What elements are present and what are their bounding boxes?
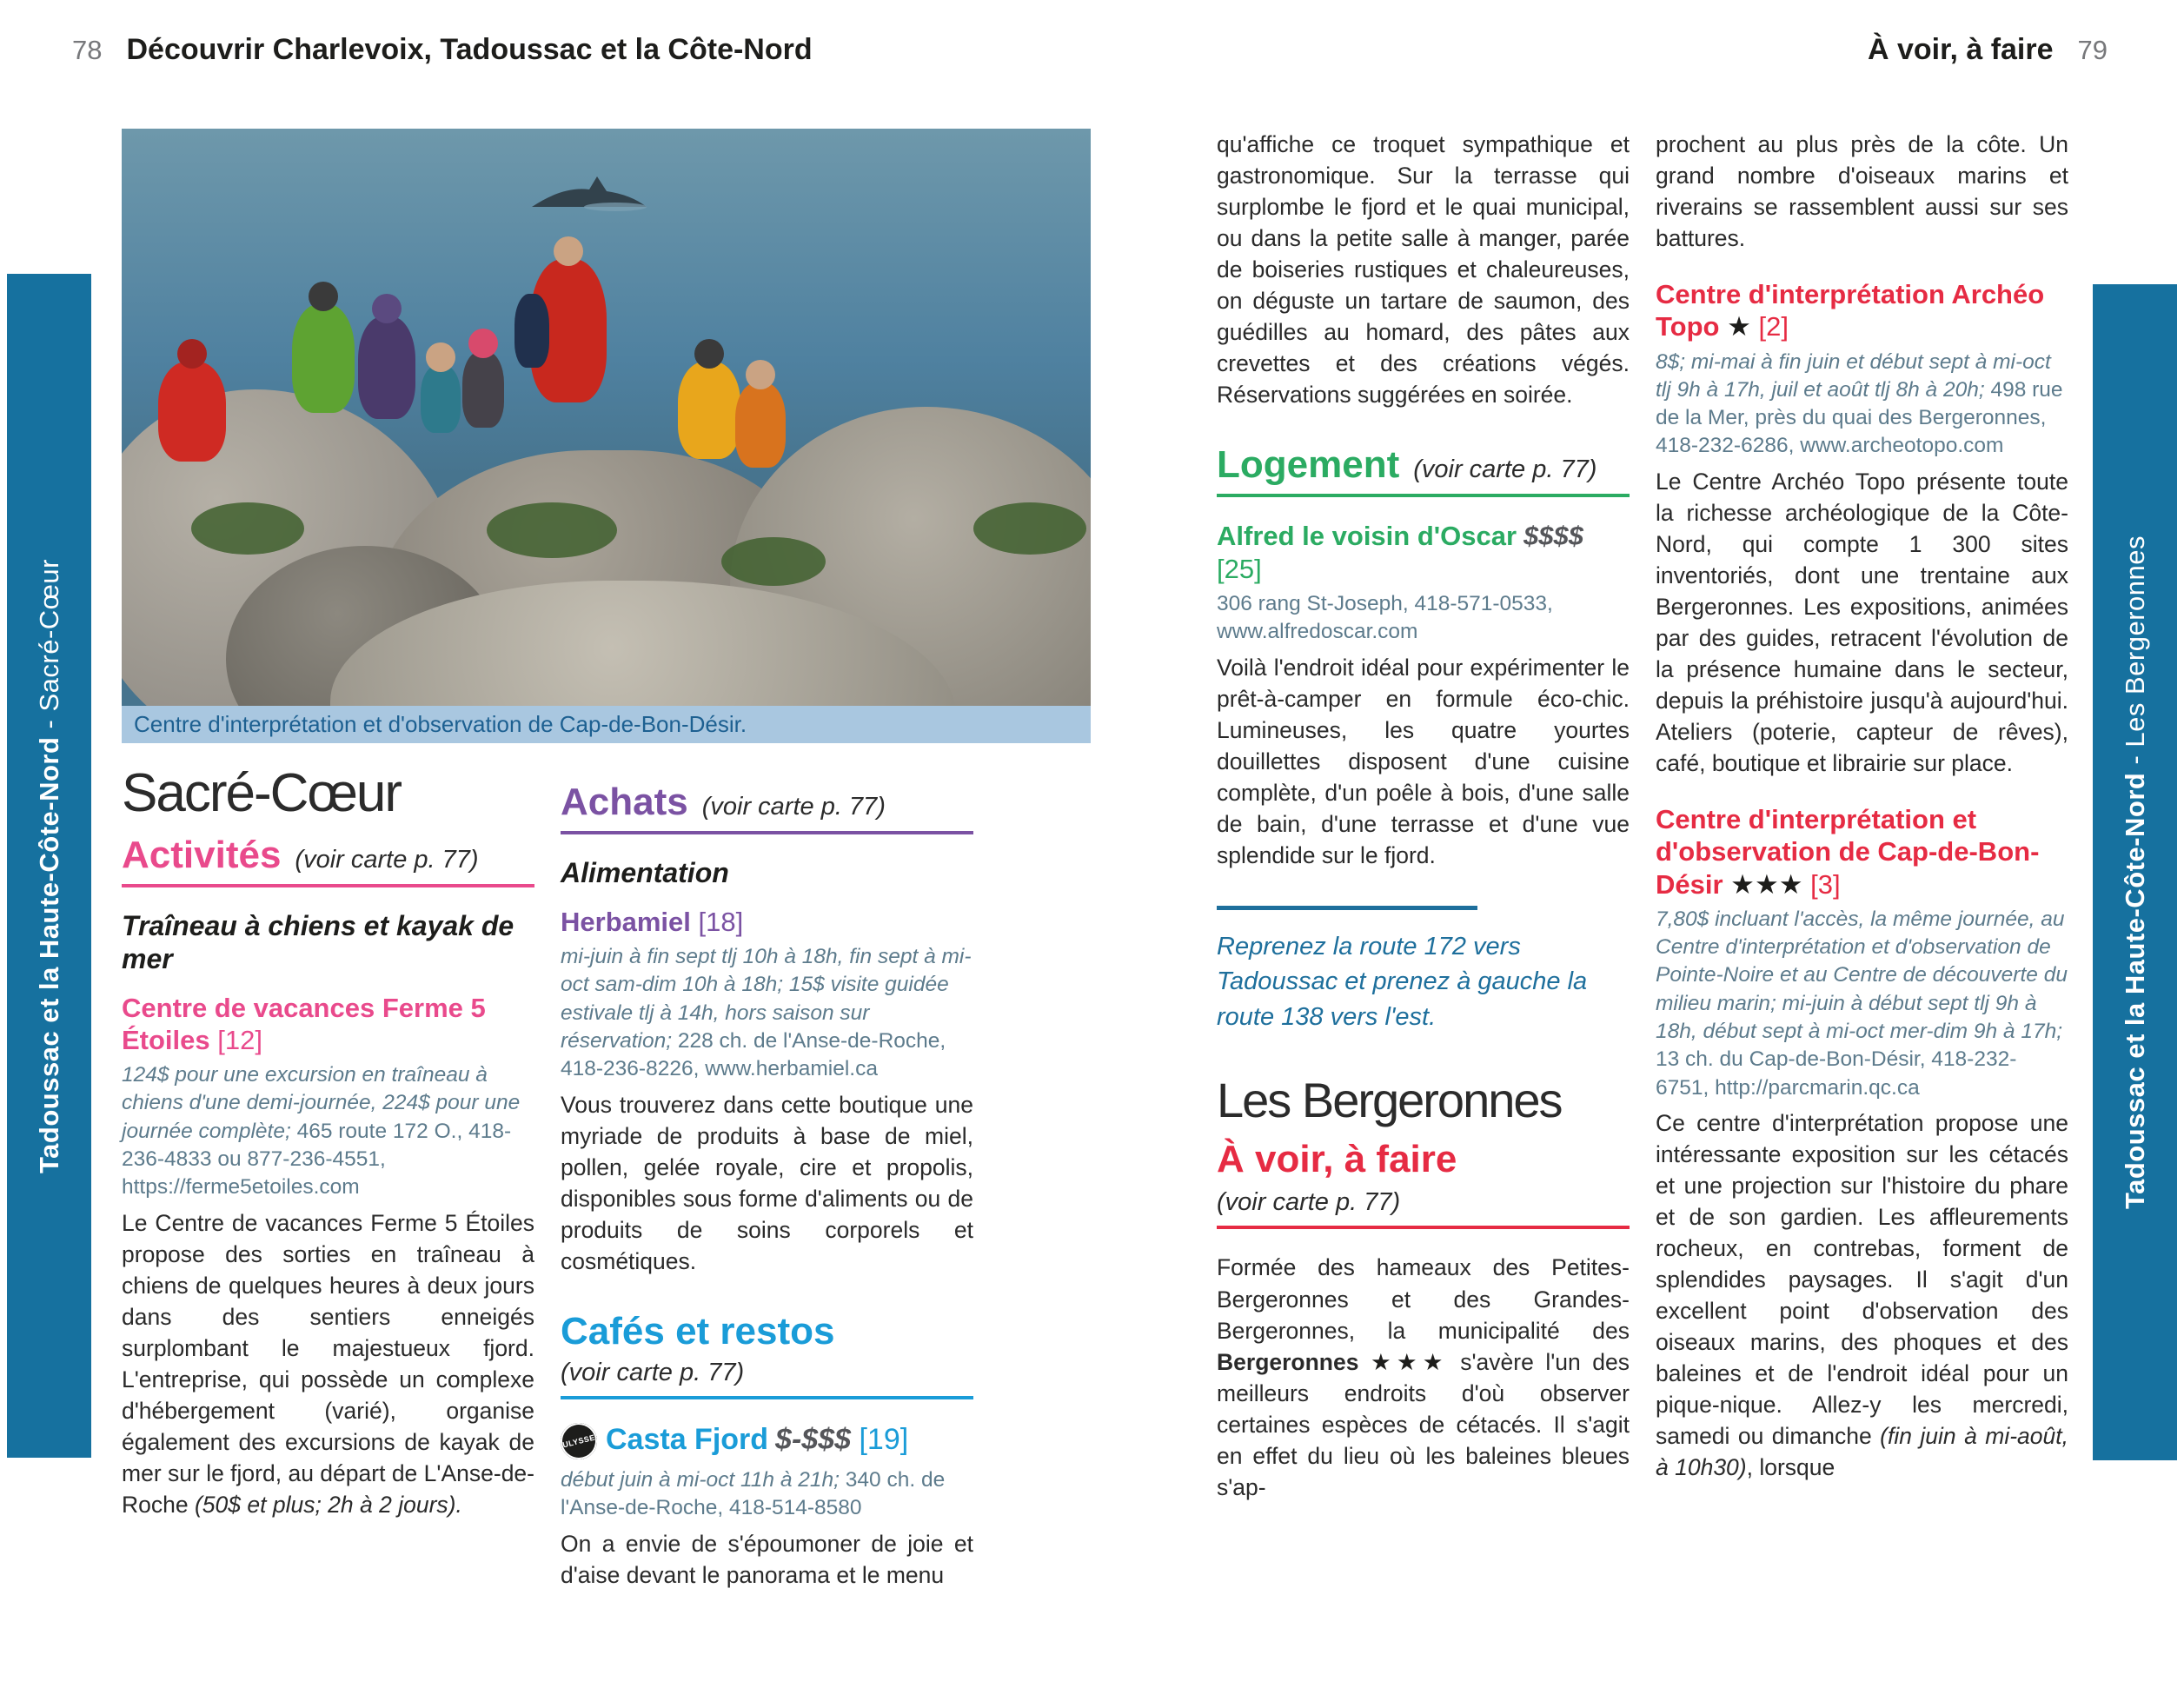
itinerary-tip-rule: [1217, 906, 1477, 910]
listing-map-ref: [18]: [698, 906, 744, 937]
map-note: (voir carte p. 77): [295, 846, 479, 874]
section-title-a-voir: À voir, à faire: [1217, 1138, 1457, 1181]
listing-map-ref: [25]: [1217, 553, 1262, 584]
right-sidebar-region: Tadoussac et la Haute-Côte-Nord: [2119, 772, 2150, 1210]
listing-description: [122, 1207, 534, 1520]
listing-description: Vous trouverez dans cette boutique une myriade de produits à base de miel, pollen, gelée royale, cire et propolis, disponibles sous forme d'aliments ou de produits de soins corporels et cosmétiques.: [561, 1091, 973, 1274]
left-page-header: [72, 33, 813, 67]
listing-map-ref: [12]: [217, 1024, 262, 1055]
person-head: [554, 236, 583, 266]
ulysse-badge-icon: [557, 1419, 601, 1464]
subheading-traineau: Traîneau à chiens et kayak de mer: [122, 910, 514, 975]
listing-name: Alfred le voisin d'Oscar: [1217, 521, 1517, 552]
left-sidebar-region: Tadoussac et la Haute-Côte-Nord: [33, 736, 64, 1173]
listing-details: [1656, 349, 2068, 461]
left-sidebar-section: - Sacré-Cœur: [33, 558, 64, 737]
listing-map-ref: [19]: [851, 1423, 909, 1457]
grass-tuft: [191, 502, 304, 555]
listing-details: [122, 1061, 534, 1202]
bergeronnes-intro: [1217, 1252, 1630, 1502]
map-note: (voir carte p. 77): [1413, 455, 1597, 484]
description-schedule-note: (fin juin à mi-août, à 10h30): [1656, 1423, 2068, 1481]
listing-details: [561, 943, 973, 1084]
listing-herbamiel: [561, 906, 973, 938]
section-rule-cyan: [561, 1396, 973, 1399]
listing-name: Centre d'interprétation et d'observation de Cap-de-Bon-Désir: [1656, 804, 2040, 900]
map-note: (voir carte p. 77): [1217, 1188, 1401, 1217]
left-sidebar-label: [34, 559, 65, 1173]
description-text: Le Centre de vacances Ferme 5 Étoiles propose des sorties en traîneau à chiens de quelques heures à deux jours dans des sentiers enneigés surplombant le majestueux fjord. L'entreprise, qui possède un complexe d'hébergement (varié), organise également des excursions de kayak de mer sur le fjord, au départ de L'Anse-de-Roche: [122, 1209, 534, 1519]
listing-price-range: $$$$: [1523, 521, 1584, 552]
map-note: (voir carte p. 77): [701, 793, 886, 821]
person-head: [309, 282, 338, 311]
listing-map-ref: [2]: [1750, 311, 1789, 342]
backpack: [514, 294, 549, 368]
grass-tuft: [973, 502, 1086, 555]
right-page-title: À voir, à faire: [1867, 33, 2054, 66]
listing-details: [1656, 906, 2068, 1102]
column-logement: [1217, 129, 1630, 1503]
description-price-note: (50$ et plus; 2h à 2 jours).: [194, 1492, 462, 1519]
person-orange: [735, 382, 786, 468]
grass-tuft: [721, 537, 826, 586]
intro-text: Formée des hameaux des Petites-Bergeronnes et des Grandes-Bergeronnes, la municipalité des: [1217, 1254, 1630, 1344]
column-achats: [561, 782, 973, 1591]
person-head: [746, 360, 775, 389]
person-green: [292, 304, 355, 413]
section-rule-purple: [561, 831, 973, 834]
section-rule-green: [1217, 494, 1630, 497]
listing-address: 306 rang St-Joseph, 418-571-0533, www.alfredoscar.com: [1217, 591, 1553, 644]
listing-archeo-topo: [1656, 278, 2068, 342]
listing-map-ref: [3]: [1802, 868, 1841, 900]
grass-tuft: [487, 502, 617, 558]
listing-description: Voilà l'endroit idéal pour expérimenter le prêt-à-camper en formule éco-chic. Lumineuses, les quatre yourtes douillettes disposent d'une cuisine complète, d'un poêle à bois, d'une salle de bain, d'une terrasse et d'une vue splendide sur le fjord.: [1217, 654, 1630, 868]
intro-text-cont: s'avère l'un des meilleurs endroits d'où observer certaines espèces de cétacés. Il s'agit en effet du lieu où les baleines bleues s'ap-: [1217, 1348, 1630, 1500]
listing-price-range: $-$$$: [775, 1423, 852, 1457]
ulysse-badge-label: ULYSSE: [561, 1432, 596, 1450]
city-title-les-bergeronnes: Les Bergeronnes: [1217, 1072, 1562, 1127]
section-title-achats: Achats: [561, 781, 688, 823]
person-head: [372, 294, 402, 323]
rating-stars: ★: [1727, 311, 1751, 342]
section-logement: [1217, 445, 1630, 497]
map-note: (voir carte p. 77): [561, 1359, 745, 1387]
column-sacre-coeur: [122, 765, 534, 1520]
person-head: [177, 339, 207, 369]
column-bergeronnes-sights: [1656, 129, 2068, 1483]
listing-hours-price: 7,80$ incluant l'accès, la même journée, au Centre d'interprétation et d'observation de Pointe-Noire et au Centre de découverte du milieu marin; mi-juin à début sept tlj 9h à 18h, début sept à mi-oct mer-dim 9h à 17h;: [1656, 907, 2068, 1043]
description-text-end: , lorsque: [1746, 1454, 1835, 1481]
section-rule-pink: [122, 884, 534, 887]
rating-stars: ★★★: [1730, 868, 1803, 900]
listing-ferme-5-etoiles: [122, 992, 534, 1056]
section-a-voir-a-faire: [1217, 1140, 1630, 1229]
listing-hours: début juin à mi-oct 11h à 21h;: [561, 1468, 840, 1492]
listing-alfred: [1217, 520, 1630, 584]
listing-details: [561, 1466, 973, 1523]
description-text: Ce centre d'interprétation propose une intéressante exposition sur les cétacés et une projection sur l'histoire du phare et de son gardien. Les affleurements rocheux, en contrebas, forment de splendides paysages. Il s'agit d'un excellent point d'observation des oiseaux marins, des phoques et des baleines et de l'endroit idéal pour un pique-nique. Allez-y les mercredi, samedi ou dimanche: [1656, 1109, 2068, 1450]
right-page-header: [1868, 33, 2108, 67]
listing-address: 13 ch. du Cap-de-Bon-Désir, 418-232-6751, http://parcmarin.qc.ca: [1656, 1047, 2017, 1100]
right-sidebar-label: [2120, 535, 2151, 1209]
listing-address: 498 rue de la Mer, près du quai des Bergeronnes, 418-232-6286, www.archeotopo.com: [1656, 377, 2063, 458]
listing-address: 340 ch. de l'Anse-de-Roche, 418-514-8580: [561, 1468, 946, 1520]
right-page-number: 79: [2077, 35, 2108, 65]
person-head: [468, 329, 498, 358]
rating-stars: ★★★: [1358, 1348, 1461, 1375]
listing-name: Herbamiel: [561, 906, 699, 937]
right-sidebar-tab: [2093, 284, 2177, 1460]
continued-description: qu'affiche ce troquet sympathique et gastronomique. Sur la terrasse qui surplombe le fjord et le quai municipal, ou dans la petite salle à manger, parée de boiseries rustiques et chaleureuses, on déguste un tartare de saumon, des guédilles au homard, des pâtes aux crevettes et des créations végés. Réservations suggérées en soirée.: [1217, 131, 1630, 409]
listing-address: 228 ch. de l'Anse-de-Roche, 418-236-8226, www.herbamiel.ca: [561, 1029, 946, 1081]
section-activites: [122, 835, 534, 887]
listing-description: [1656, 1107, 2068, 1483]
listing-details: [1217, 590, 1630, 647]
listing-hours-price: 8$; mi-mai à fin juin et début sept à mi-oct tlj 9h à 17h, juil et août tlj 8h à 20h;: [1656, 349, 2051, 402]
continued-intro: prochent au plus près de la côte. Un grand nombre d'oiseaux marins et riverains se rassemblent aussi sur ses battures.: [1656, 131, 2068, 252]
person-pink-cap-child: [462, 351, 504, 428]
listing-casta-fjord: [561, 1422, 973, 1459]
person-red-left: [158, 362, 226, 462]
right-sidebar-section: - Les Bergeronnes: [2119, 535, 2150, 773]
listing-cap-de-bon-desir: [1656, 803, 2068, 901]
section-title-cafes: Cafés et restos: [561, 1309, 835, 1353]
bergeronnes-bold: Bergeronnes: [1217, 1348, 1359, 1375]
listing-description: Le Centre Archéo Topo présente toute la richesse archéologique de la Côte-Nord, qui compte 1 300 sites inventoriés, dont une trentaine aux Bergeronnes. Les expositions, animées par des guides, retracent l'évolution de la présence humaine dans le secteur, depuis la préhistoire jusqu'à aujourd'hui. Ateliers (poterie, capteur de rêves), café, boutique et librairie sur place.: [1656, 468, 2068, 777]
section-cafes-restos: [561, 1309, 973, 1399]
person-purple: [358, 316, 415, 419]
left-page-title: Découvrir Charlevoix, Tadoussac et la Côte-Nord: [126, 33, 813, 66]
itinerary-tip: Reprenez la route 172 vers Tadoussac et prenez à gauche la route 138 vers l'est.: [1217, 932, 1588, 1031]
person-yellow: [678, 362, 740, 459]
listing-name: Centre de vacances Ferme 5 Étoiles: [122, 992, 486, 1055]
photo-caption: Centre d'interprétation et d'observation de Cap-de-Bon-Désir.: [122, 706, 1091, 743]
left-sidebar-tab: [7, 274, 91, 1458]
person-head: [694, 339, 724, 369]
listing-description: On a envie de s'époumoner de joie et d'aise devant le panorama et le menu: [561, 1530, 973, 1588]
section-achats: [561, 782, 973, 834]
person-teal-child: [421, 365, 461, 433]
listing-name: Centre d'interprétation Archéo Topo: [1656, 279, 2045, 342]
subheading-alimentation: Alimentation: [561, 857, 729, 889]
section-title-logement: Logement: [1217, 443, 1400, 487]
section-rule-red: [1217, 1226, 1630, 1229]
listing-address: 465 route 172 O., 418-236-4833 ou 877-236-4551, https://ferme5etoiles.com: [122, 1119, 512, 1200]
listing-hours-price: mi-juin à fin sept tlj 10h à 18h, fin sept à mi-oct sam-dim 10h à 18h; 15$ visite guidée estivale tlj à 14h, hors saison sur réservation;: [561, 945, 972, 1054]
whale-fin: [528, 174, 650, 212]
listing-name: Casta Fjord: [606, 1423, 769, 1457]
person-head: [426, 342, 455, 372]
listing-hours-price: 124$ pour une excursion en traîneau à chiens d'une demi-journée, 224$ pour une journée complète;: [122, 1063, 521, 1143]
section-title-activites: Activités: [122, 834, 282, 877]
left-page-number: 78: [72, 35, 103, 65]
whale-watching-photo: [122, 129, 1091, 706]
city-title-sacre-coeur: Sacré-Cœur: [122, 763, 402, 823]
